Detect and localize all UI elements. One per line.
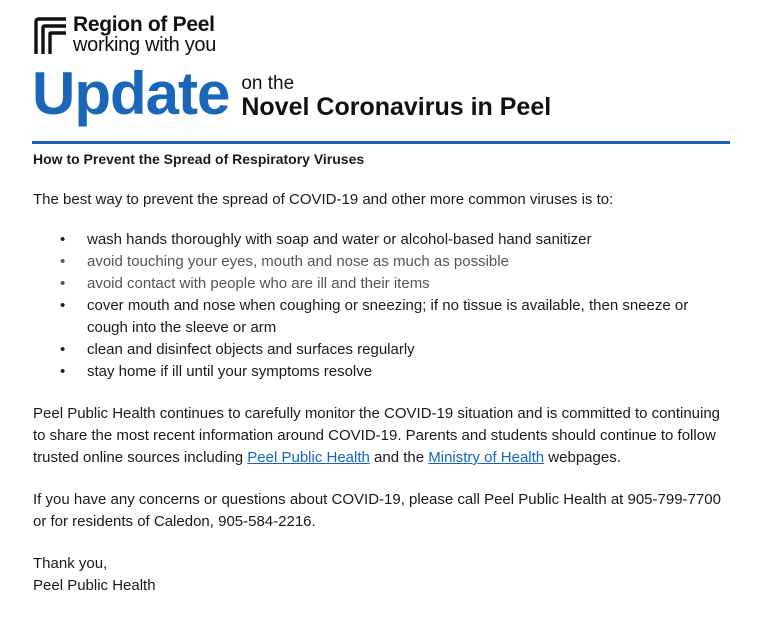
bullet-icon: • — [60, 297, 66, 314]
list-item: • avoid touching your eyes, mouth and nose as much as possible — [33, 251, 733, 273]
update-topic: Novel Coronavirus in Peel — [241, 92, 552, 121]
list-item: • wash hands thoroughly with soap and water or alcohol-based hand sanitizer — [33, 229, 733, 251]
prevention-list — [33, 229, 733, 383]
signature: Peel Public Health — [33, 577, 156, 594]
contact-paragraph: If you have any concerns or questions about COVID-19, please call Peel Public Health at 905-799-7700 or for residents of Caledon, 905-584-2216. — [33, 491, 721, 530]
closing-block — [33, 553, 733, 597]
org-tagline: working with you — [73, 34, 217, 56]
section-title: How to Prevent the Spread of Respiratory Viruses — [33, 151, 365, 167]
document-body — [33, 149, 733, 597]
peel-logo-icon — [33, 17, 69, 55]
bullet-icon: • — [60, 231, 66, 248]
bullet-icon: • — [60, 253, 66, 270]
monitoring-paragraph: Peel Public Health continues to carefully monitor the COVID-19 situation and is committed to continuing to share the most recent information around COVID-19. Parents and students should continue to follow trusted online sources including Peel Public Health and the Ministry of Health webpages. — [33, 405, 721, 466]
list-item: • avoid contact with people who are ill and their items — [33, 273, 733, 295]
bullet-icon: • — [60, 363, 66, 380]
list-item: • cover mouth and nose when coughing or sneezing; if no tissue is available, then sneeze or cough into the sleeve or arm — [60, 297, 689, 336]
region-of-peel-logo — [33, 14, 216, 55]
list-item: • stay home if ill until your symptoms resolve — [33, 361, 733, 383]
bullet-icon: • — [60, 341, 66, 358]
header-divider — [32, 141, 730, 144]
closing-line: Thank you, — [33, 555, 108, 572]
ministry-of-health-link[interactable]: Ministry of Health — [428, 449, 545, 466]
peel-public-health-link[interactable]: Peel Public Health — [247, 449, 370, 466]
update-on-label: on the — [241, 72, 295, 94]
update-banner — [32, 60, 552, 127]
update-title: Update — [32, 60, 230, 127]
intro-paragraph: The best way to prevent the spread of COVID-19 and other more common viruses is to: — [33, 191, 614, 208]
org-name: Region of Peel — [73, 13, 215, 36]
list-item: • clean and disinfect objects and surfaces regularly — [33, 339, 733, 361]
bullet-icon: • — [60, 275, 66, 292]
